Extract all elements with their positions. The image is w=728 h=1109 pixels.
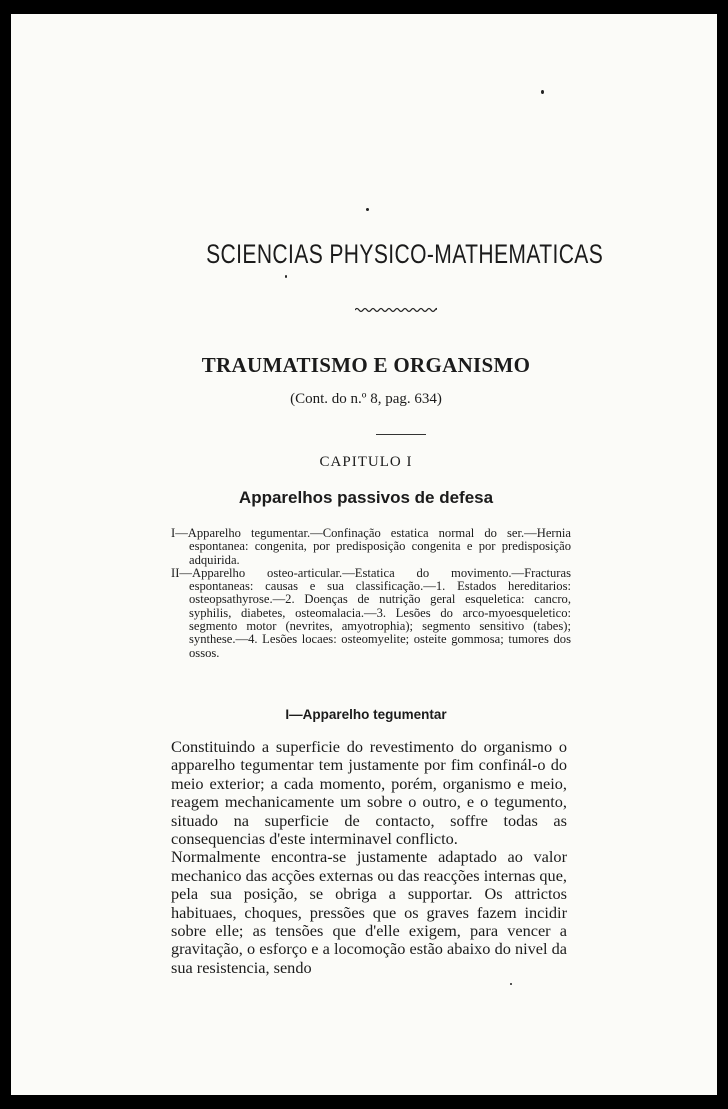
chapter-label: CAPITULO I: [319, 454, 413, 470]
chapter-summary: [171, 527, 571, 660]
section-header: SCIENCIAS PHYSICO-MATHEMATICAS: [206, 239, 604, 269]
summary-entry-2: II—Apparelho osteo-articular.—Estatica do movimento.—Fracturas espontaneas: causas e sua classificação.—1. Estados hereditarios: osteopsathyrose.—2. Doenças de nutrição geral esqueletica: cancro, syphilis, diabetes, osteomalacia.—3. Lesões do arco-myoesqueletico: segmento motor (nevrites, amyotrophia); segmento sensitivo (tabes); synthese.—4. Lesões locaes: osteomyelite; osteite gommosa; tumores dos ossos.: [171, 565, 571, 660]
chapter-title: Apparelhos passivos de defesa: [238, 488, 494, 507]
body-paragraph-1: Constituindo a superficie do revestimento do organismo o apparelho tegumentar tem justamente por fim confinál-o do meio exterior; a cada momento, porém, organismo e meio, reagem mechanicamente um sobre o outro, e o tegumento, situado na superficie de contacto, soffre todas as consequencias d'este interminavel conflicto.: [171, 737, 567, 849]
body-text: [171, 738, 567, 977]
body-paragraph-2: Normalmente encontra-se justamente adaptado ao valor mechanico das acções externas ou das reacções internas que, pela sua posição, se obriga a supportar. Os attrictos habituaes, choques, pressões que os graves fazem incidir sobre elle; as tensões que d'elle exigem, para vencer a gravitação, o esforço e a locomoção estão abaixo do nivel da sua resistencia, sendo: [171, 847, 567, 977]
print-speck: [285, 275, 287, 278]
continuation-note: (Cont. do n.º 8, pag. 634): [290, 391, 442, 407]
print-speck: [366, 208, 369, 211]
subsection-title: I—Apparelho tegumentar: [285, 707, 447, 722]
scanned-page: [11, 14, 717, 1095]
wavy-ornament: [355, 307, 437, 313]
summary-entry-1: I—Apparelho tegumentar.—Confinação estatica normal do ser.—Hernia espontanea: congenita, por predisposição congenita e por predisposição adquirida.: [171, 526, 571, 567]
print-speck: [510, 983, 512, 985]
separator-rule: [376, 434, 426, 435]
article-title: TRAUMATISMO E ORGANISMO: [201, 353, 531, 377]
print-speck: [541, 90, 544, 94]
